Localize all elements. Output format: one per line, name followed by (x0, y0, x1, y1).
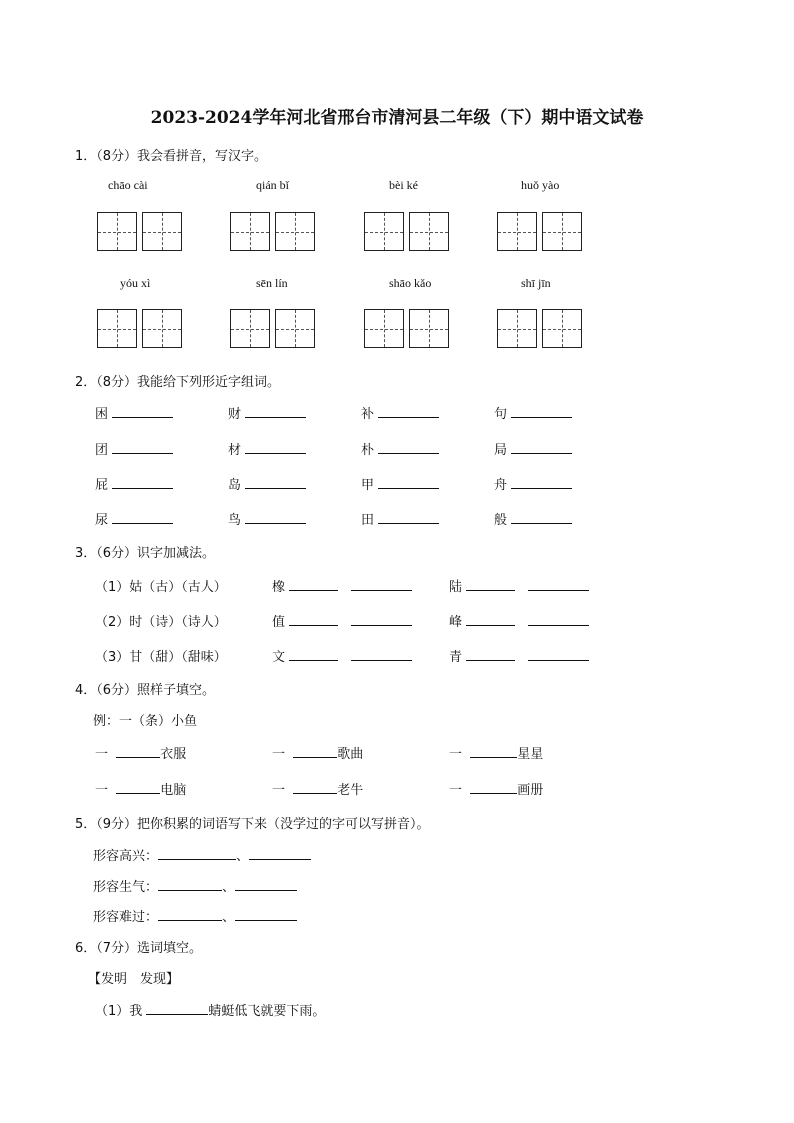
writing-grid-box[interactable] (542, 212, 582, 251)
q5-item (93, 845, 311, 864)
pinyin-label: shī jīn (521, 276, 551, 290)
word-char: 团 (95, 443, 109, 458)
writing-grid-box[interactable] (97, 309, 137, 348)
word-char: 困 (95, 407, 109, 422)
q5-sep: 、 (236, 849, 250, 864)
q3-char: 橡 (272, 580, 286, 595)
q6-suffix: 蜻蜓低飞就要下雨。 (208, 1004, 326, 1019)
q4-noun: 星星 (517, 747, 544, 762)
writing-grid-box[interactable] (142, 309, 182, 348)
pinyin-label: sēn lín (256, 276, 288, 290)
word-item (95, 509, 173, 528)
blank-line[interactable] (116, 781, 160, 794)
word-char: 屁 (95, 478, 109, 493)
blank-line[interactable] (351, 613, 412, 626)
word-char: 岛 (228, 478, 242, 493)
word-item (228, 474, 306, 493)
writing-grid-box[interactable] (275, 309, 315, 348)
q3-heading: 3．（6分）识字加减法。 (75, 546, 216, 561)
word-char: 局 (494, 443, 508, 458)
q4-one: 一 (95, 783, 109, 798)
q4-noun: 歌曲 (337, 747, 364, 762)
word-item (494, 439, 572, 458)
word-item (228, 403, 306, 422)
writing-grid-box[interactable] (409, 212, 449, 251)
q3-item (272, 611, 412, 630)
blank-line[interactable] (378, 441, 439, 454)
blank-line[interactable] (245, 441, 306, 454)
q3-item (449, 646, 589, 665)
word-item (494, 509, 572, 528)
q5-label: 形容生气： (93, 880, 159, 895)
pinyin-label: chāo cài (108, 178, 148, 192)
q4-item (95, 743, 186, 762)
blank-line[interactable] (293, 781, 337, 794)
blank-line[interactable] (351, 578, 412, 591)
q4-item (272, 743, 363, 762)
blank-line[interactable] (511, 405, 572, 418)
blank-line[interactable] (528, 578, 589, 591)
blank-line[interactable] (511, 476, 572, 489)
writing-grid-box[interactable] (409, 309, 449, 348)
word-char: 舟 (494, 478, 508, 493)
word-item (494, 474, 572, 493)
q6-options: 【发明 发现】 (88, 972, 180, 987)
word-item (95, 439, 173, 458)
blank-line[interactable] (466, 578, 515, 591)
writing-grid-box[interactable] (97, 212, 137, 251)
word-char: 朴 (361, 443, 375, 458)
blank-line[interactable] (146, 1002, 208, 1015)
blank-line[interactable] (470, 745, 517, 758)
word-item (361, 439, 439, 458)
q4-one: 一 (272, 747, 286, 762)
blank-line[interactable] (158, 847, 236, 860)
writing-grid-box[interactable] (364, 309, 404, 348)
blank-line[interactable] (378, 476, 439, 489)
blank-line[interactable] (289, 578, 338, 591)
blank-line[interactable] (528, 613, 589, 626)
word-item (95, 474, 173, 493)
q3-char: 峰 (449, 615, 463, 630)
word-char: 甲 (361, 478, 375, 493)
q5-sep: 、 (222, 880, 236, 895)
word-char: 财 (228, 407, 242, 422)
word-item (228, 509, 306, 528)
q4-example: 例：一（条）小鱼 (93, 714, 198, 729)
writing-grid-box[interactable] (230, 212, 270, 251)
q4-heading: 4．（6分）照样子填空。 (75, 683, 216, 698)
q4-noun: 电脑 (160, 783, 187, 798)
q5-heading: 5．（9分）把你积累的词语写下来（没学过的字可以写拼音）。 (75, 817, 430, 832)
blank-line[interactable] (289, 648, 338, 661)
word-item (494, 403, 572, 422)
blank-line[interactable] (511, 441, 572, 454)
word-item (361, 509, 439, 528)
blank-line[interactable] (245, 476, 306, 489)
blank-line[interactable] (378, 405, 439, 418)
page-title: 2023-2024学年河北省邢台市清河县二年级（下）期中语文试卷 (150, 108, 644, 128)
q2-heading: 2．（8分）我能给下列形近字组词。 (75, 375, 281, 390)
blank-line[interactable] (351, 648, 412, 661)
blank-line[interactable] (112, 441, 173, 454)
q4-item (95, 779, 186, 798)
blank-line[interactable] (158, 908, 222, 921)
word-char: 句 (494, 407, 508, 422)
word-char: 材 (228, 443, 242, 458)
q3-item (272, 646, 412, 665)
q4-noun: 衣服 (160, 747, 187, 762)
q4-noun: 画册 (517, 783, 544, 798)
q5-item (93, 876, 297, 895)
q5-sep: 、 (222, 910, 236, 925)
blank-line[interactable] (528, 648, 589, 661)
word-char: 田 (361, 513, 375, 528)
word-char: 补 (361, 407, 375, 422)
q3-item (449, 611, 589, 630)
blank-line[interactable] (378, 511, 439, 524)
pinyin-label: qián bǐ (256, 178, 289, 192)
blank-line[interactable] (466, 648, 515, 661)
q6-prefix: （1）我 (95, 1004, 143, 1019)
word-item (95, 403, 173, 422)
pinyin-label: yóu xì (120, 276, 151, 290)
writing-grid-box[interactable] (275, 212, 315, 251)
q3-example: （3）甘（甜）（甜味） (95, 650, 227, 665)
q4-one: 一 (449, 747, 463, 762)
q5-item (93, 906, 297, 925)
writing-grid-box[interactable] (542, 309, 582, 348)
q3-example: （2）时（诗）（诗人） (95, 615, 227, 630)
blank-line[interactable] (249, 847, 311, 860)
blank-line[interactable] (245, 511, 306, 524)
blank-line[interactable] (158, 878, 222, 891)
q3-char: 值 (272, 615, 286, 630)
q4-one: 一 (449, 783, 463, 798)
q3-item (272, 576, 412, 595)
q6-sentence (95, 1000, 325, 1019)
blank-line[interactable] (293, 745, 337, 758)
blank-line[interactable] (112, 476, 173, 489)
q4-item (449, 779, 543, 798)
pinyin-label: shāo kǎo (389, 276, 432, 290)
q5-label: 形容高兴： (93, 849, 159, 864)
q4-one: 一 (272, 783, 286, 798)
blank-line[interactable] (112, 405, 173, 418)
word-char: 般 (494, 513, 508, 528)
writing-grid-box[interactable] (497, 212, 537, 251)
blank-line[interactable] (470, 781, 517, 794)
q3-char: 陆 (449, 580, 463, 595)
q3-item (449, 576, 589, 595)
q4-item (449, 743, 543, 762)
word-char: 鸟 (228, 513, 242, 528)
q3-example: （1）姑（古）（古人） (95, 580, 227, 595)
pinyin-label: huǒ yào (521, 178, 560, 192)
writing-grid-box[interactable] (364, 212, 404, 251)
blank-line[interactable] (511, 511, 572, 524)
word-item (361, 474, 439, 493)
blank-line[interactable] (466, 613, 515, 626)
q5-label: 形容难过： (93, 910, 159, 925)
q4-one: 一 (95, 747, 109, 762)
blank-line[interactable] (235, 908, 297, 921)
writing-grid-box[interactable] (230, 309, 270, 348)
word-item (228, 439, 306, 458)
q3-char: 文 (272, 650, 286, 665)
q4-noun: 老牛 (337, 783, 364, 798)
q1-heading: 1．（8分）我会看拼音，写汉字。 (75, 149, 268, 164)
word-item (361, 403, 439, 422)
blank-line[interactable] (116, 745, 160, 758)
blank-line[interactable] (112, 511, 173, 524)
q6-heading: 6．（7分）选词填空。 (75, 941, 203, 956)
pinyin-label: bèi ké (389, 178, 418, 192)
q3-char: 青 (449, 650, 463, 665)
blank-line[interactable] (289, 613, 338, 626)
writing-grid-box[interactable] (142, 212, 182, 251)
word-char: 尿 (95, 513, 109, 528)
writing-grid-box[interactable] (497, 309, 537, 348)
blank-line[interactable] (235, 878, 297, 891)
blank-line[interactable] (245, 405, 306, 418)
q4-item (272, 779, 363, 798)
